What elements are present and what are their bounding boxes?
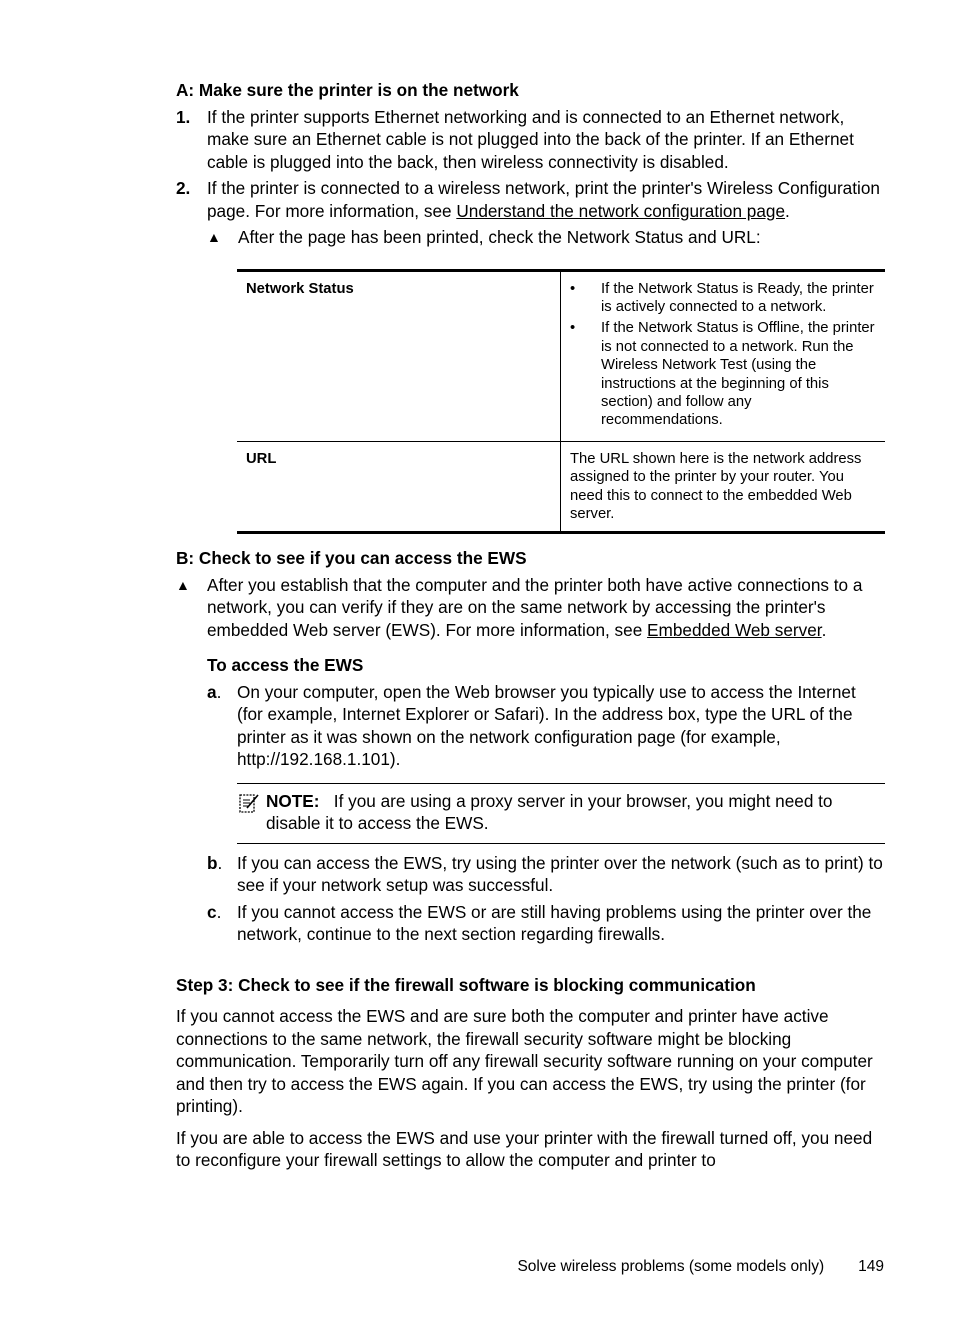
step-b — [176, 852, 885, 897]
triangle-bullet-icon: ▲ — [176, 576, 190, 593]
page-footer — [517, 1256, 884, 1279]
step-text: If you can access the EWS, try using the printer over the network (such as to print) to see if your network setup was successful. — [237, 852, 883, 896]
list-item-text: If the printer is connected to a wireless network, print the printer's Wireless Configuration page. For more information, see — [207, 178, 880, 221]
table-bullet — [570, 280, 876, 317]
triangle-bullet-icon: ▲ — [207, 229, 221, 245]
network-config-page-link[interactable]: Understand the network configuration page — [456, 200, 786, 221]
after-print-step — [207, 226, 885, 249]
bullet-icon: • — [570, 280, 576, 297]
ews-intro-text: After you establish that the computer and the printer both have active connections to a network, you can verify if they are on the same network by accessing the printer's embedded Web server (EWS). For more information, see — [207, 574, 863, 640]
step-c — [176, 901, 885, 946]
note-text: If you are using a proxy server in your browser, you might need to disable it to access the EWS. — [266, 790, 833, 834]
step-letter: c. — [207, 901, 222, 922]
step3-paragraph-1: If you cannot access the EWS and are sure both the computer and printer have active connections to the same network, the firewall security software might be blocking communication. Temporarily turn off any firewall security software running on your computer and then try to access the EWS again. If you can access the EWS, try using the printer (for printing). — [176, 1006, 873, 1117]
note-label: NOTE: — [266, 790, 320, 811]
section-a-heading: A: Make sure the printer is on the network — [176, 80, 519, 100]
footer-section-title: Solve wireless problems (some models only) — [517, 1258, 825, 1275]
step3-heading: Step 3: Check to see if the firewall software is blocking communication — [176, 974, 756, 995]
list-item-text-end: . — [785, 200, 790, 221]
table-bullet — [570, 319, 876, 429]
ews-intro — [176, 574, 885, 642]
table-cell — [561, 270, 886, 441]
bullet-icon: • — [570, 320, 576, 337]
after-print-text: After the page has been printed, check the Network Status and URL: — [238, 227, 761, 247]
step3-paragraph-2: If you are able to access the EWS and use your printer with the firewall turned off, you need to reconfigure your firewall settings to allow the computer and printer to — [176, 1127, 873, 1171]
table-cell-url-text: The URL shown here is the network address assigned to the printer by your router. You need this to connect to the embedded Web server. — [561, 441, 886, 533]
footer-page-number: 149 — [858, 1258, 884, 1275]
access-ews-subheading: To access the EWS — [207, 655, 364, 676]
table-bullet-text: If the Network Status is Ready, the printer is actively connected to a network. — [601, 280, 874, 315]
list-item-text: If the printer supports Ethernet networking and is connected to an Ethernet network, make sure an Ethernet cable is not plugged into the back of the printer. If an Ethernet cable is plugged into the back, then wireless connectivity is disabled. — [207, 106, 854, 172]
step-letter: b. — [207, 852, 223, 873]
list-item-2 — [176, 177, 885, 222]
page-content — [176, 79, 885, 1172]
embedded-web-server-link[interactable]: Embedded Web server — [647, 619, 822, 640]
ews-intro-end: . — [821, 619, 827, 640]
step-text: On your computer, open the Web browser you typically use to access the Internet (for example, Internet Explorer or Safari). In the address box, type the URL of the printer as it was shown on the network configuration page (for example, http://192.168.1.101). — [237, 681, 856, 770]
table-label-url: URL — [237, 441, 561, 533]
list-number: 2. — [176, 178, 191, 198]
list-number: 1. — [176, 106, 191, 127]
table-row — [237, 441, 885, 533]
step-text: If you cannot access the EWS or are still having problems using the printer over the network, continue to the next section regarding firewalls. — [237, 901, 872, 945]
table-row — [237, 270, 885, 441]
table-bullet-text: If the Network Status is Offline, the printer is not connected to a network. Run the Wireless Network Test (using the instructions at the beginning of this section) and follow any recommendations. — [601, 320, 875, 429]
list-item-1 — [176, 106, 885, 174]
section-b-heading: B: Check to see if you can access the EWS — [176, 548, 527, 569]
step-letter: a. — [207, 681, 222, 702]
step-a — [176, 681, 885, 771]
table-label-network-status: Network Status — [237, 270, 561, 441]
network-status-table — [237, 269, 885, 535]
note-box — [237, 783, 885, 844]
note-icon — [238, 792, 260, 814]
